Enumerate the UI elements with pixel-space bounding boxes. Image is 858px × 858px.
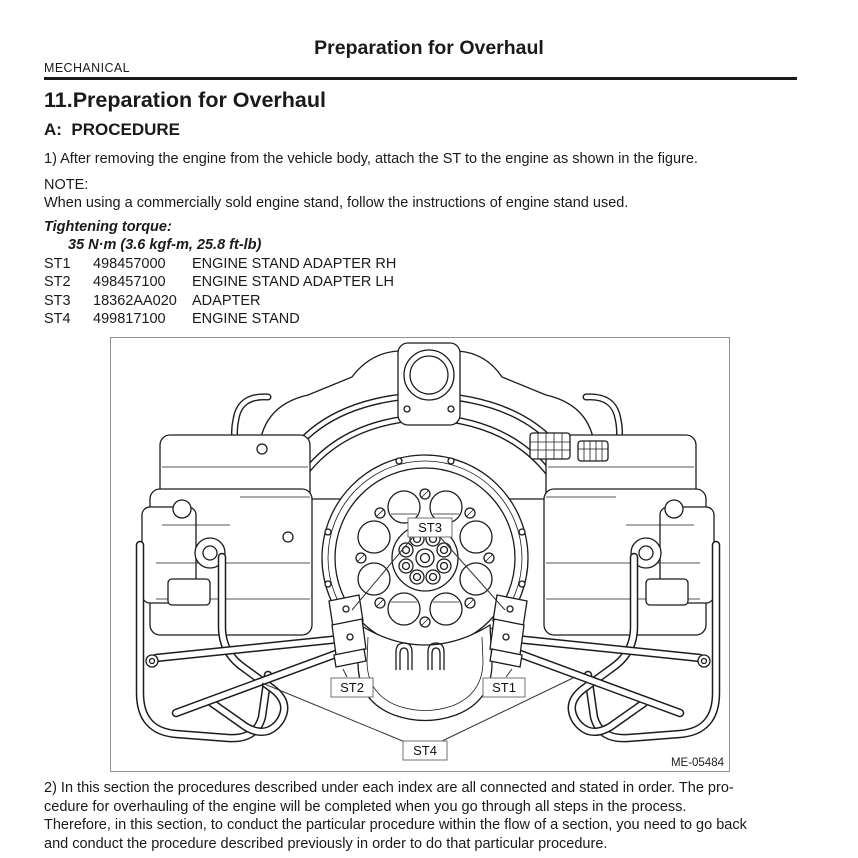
- step-2-line: 2) In this section the procedures described under each index are all connected and stated in order. The pro-: [44, 780, 734, 796]
- st2-label-text: ST2: [340, 680, 364, 695]
- tool-id: ST1: [44, 256, 71, 272]
- tool-name: ENGINE STAND ADAPTER LH: [192, 274, 394, 291]
- throttle-body: [398, 343, 460, 425]
- tool-name: ENGINE STAND: [192, 310, 300, 327]
- step-2-text: [44, 779, 829, 853]
- page-title: Preparation for Overhaul: [314, 37, 544, 59]
- step-1-text: 1) After removing the engine from the vehicle body, attach the ST to the engine as shown in the figure.: [44, 151, 698, 167]
- section-label: MECHANICAL: [44, 61, 130, 75]
- tool-row: [44, 273, 396, 291]
- tool-name: ADAPTER: [192, 292, 261, 309]
- tool-row: [44, 255, 396, 273]
- engine-block-left: [142, 435, 312, 635]
- note-label: NOTE:: [44, 177, 89, 193]
- st2-label: [331, 678, 373, 697]
- special-tool-list: [44, 255, 396, 328]
- header-rule: [44, 77, 797, 80]
- st4-label-text: ST4: [413, 743, 437, 758]
- st3-label: [408, 518, 452, 537]
- chapter-heading: 11.Preparation for Overhaul: [44, 88, 326, 112]
- tool-part-number: 498457100: [93, 274, 166, 291]
- tool-name: ENGINE STAND ADAPTER RH: [192, 256, 397, 272]
- step-2-line: Therefore, in this section, to conduct the particular procedure within the flow of a section, you need to go back: [44, 817, 747, 833]
- figure-engine-stand: [110, 337, 730, 772]
- adapter-bracket-left: [329, 595, 366, 667]
- st4-label: [403, 741, 447, 760]
- tool-row: [44, 292, 396, 310]
- st1-label: [483, 678, 525, 697]
- tool-id: ST2: [44, 274, 71, 291]
- tool-part-number: 499817100: [93, 310, 166, 327]
- engine-overhaul-diagram: [110, 337, 730, 772]
- figure-code: ME-05484: [670, 757, 724, 769]
- adapter-bracket-right: [490, 595, 527, 667]
- tool-row: [44, 310, 396, 328]
- engine-block-right: [530, 433, 714, 635]
- tool-id: ST4: [44, 310, 71, 327]
- torque-label: Tightening torque:: [44, 219, 172, 235]
- procedure-heading: A: PROCEDURE: [44, 120, 181, 139]
- st1-label-text: ST1: [492, 680, 516, 695]
- tool-id: ST3: [44, 292, 71, 309]
- tool-part-number: 498457000: [93, 256, 166, 272]
- st3-label-text: ST3: [418, 520, 442, 535]
- torque-value: 35 N·m (3.6 kgf-m, 25.8 ft-lb): [68, 237, 262, 253]
- tool-part-number: 18362AA020: [93, 292, 177, 309]
- step-2-line: and conduct the procedure described previously in order to do that particular procedure.: [44, 835, 608, 852]
- note-text: When using a commercially sold engine stand, follow the instructions of engine stand used.: [44, 195, 629, 211]
- step-2-line: cedure for overhauling of the engine will be completed when you go through all steps in the process.: [44, 798, 687, 815]
